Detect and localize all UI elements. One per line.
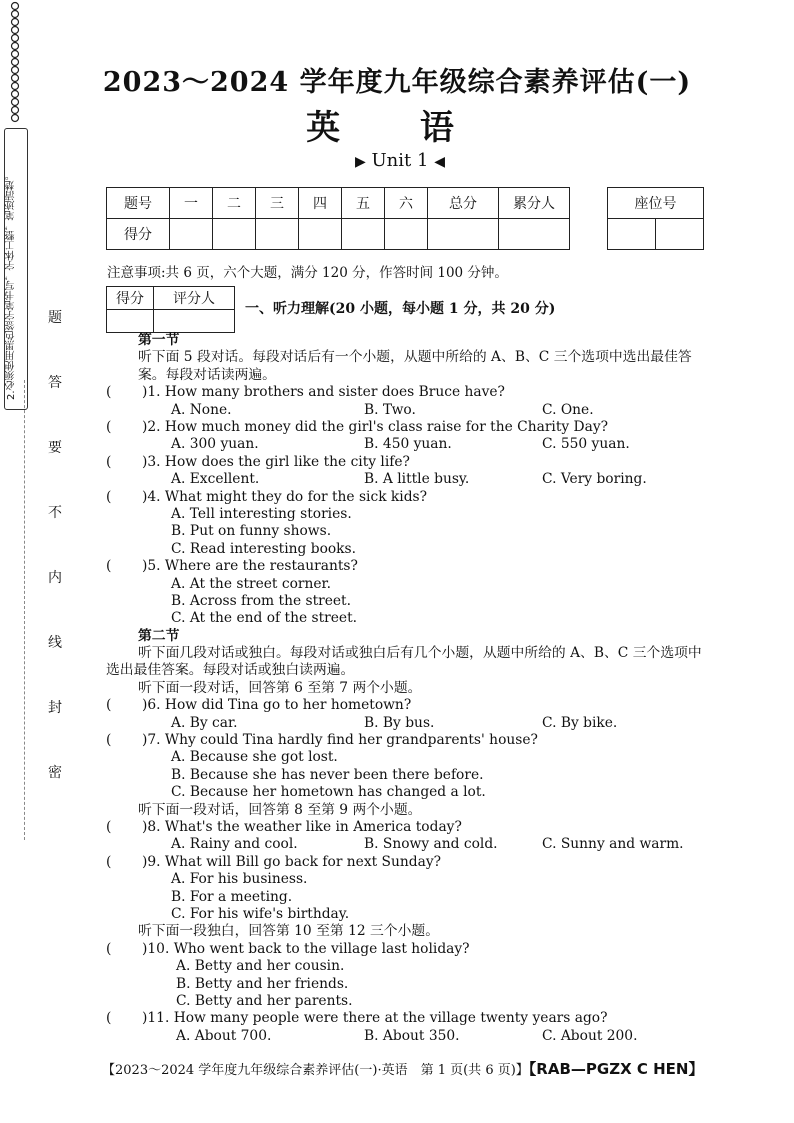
score-input-cell[interactable] — [170, 219, 213, 250]
option-a: A. None. — [171, 401, 232, 418]
score-input-cell[interactable] — [499, 219, 570, 250]
options-row — [106, 715, 711, 732]
question-text: )7. Why could Tina hardly find her grandparents' house? — [142, 732, 538, 749]
question-11 — [106, 1010, 711, 1027]
options-row — [106, 471, 711, 488]
score-table-score-row — [107, 219, 570, 250]
question-9 — [106, 854, 711, 871]
score-cell: 五 — [342, 188, 385, 219]
footer-text: 【2023～2024 学年度九年级综合素养评估(一)·英语 第 1 页(共 6 页)】 — [102, 1063, 529, 1078]
option-c: C. Sunny and warm. — [542, 836, 684, 853]
option-b: B. Because she has never been there before. — [171, 766, 484, 783]
option-b: B. About 350. — [364, 1027, 460, 1044]
seal-char-1: 题 — [48, 310, 62, 326]
option-a: A. Betty and her cousin. — [176, 958, 345, 975]
option-a: A. At the street corner. — [171, 575, 331, 592]
binding-dashed-line — [24, 380, 26, 840]
score-cell: 得分 — [107, 219, 170, 250]
options-row — [106, 1028, 711, 1045]
score-input-cell[interactable] — [256, 219, 299, 250]
score-cell: 累分人 — [499, 188, 570, 219]
seat-input-cell[interactable] — [656, 219, 704, 250]
grader-reviewer-label: 评分人 — [154, 287, 235, 310]
option-c: C. About 200. — [542, 1027, 638, 1044]
answer-blank[interactable]: ( — [106, 384, 112, 401]
question-text: )11. How many people were there at the village twenty years ago? — [142, 1010, 608, 1027]
score-table — [106, 187, 570, 250]
score-input-cell[interactable] — [385, 219, 428, 250]
question-4 — [106, 489, 711, 506]
subject-title: 英 语 — [306, 108, 488, 148]
question-5 — [106, 558, 711, 575]
instruction-note: 2.必须使用黑色签字笔书写，字体工整，笔迹清楚。 — [6, 170, 17, 400]
option-b: B. For a meeting. — [171, 888, 293, 905]
grader-input-cell[interactable] — [107, 310, 154, 333]
seat-table — [607, 187, 704, 250]
seal-char-4: 不 — [48, 505, 62, 521]
answer-blank[interactable]: ( — [106, 940, 112, 957]
score-cell: 六 — [385, 188, 428, 219]
listening-section — [106, 332, 711, 1045]
question-text: )1. How many brothers and sister does Bruce have? — [142, 384, 505, 401]
options-row — [106, 836, 711, 853]
question-1 — [106, 384, 711, 401]
seal-char-7: 封 — [48, 700, 62, 716]
lead-text: 听下面一段独白，回答第 10 至第 12 三个小题。 — [138, 923, 439, 940]
option-c: C. Very boring. — [542, 471, 647, 488]
answer-blank[interactable]: ( — [106, 819, 112, 835]
option-c: C. Betty and her parents. — [176, 992, 353, 1009]
question-10 — [106, 941, 711, 958]
option-b: B. By bus. — [364, 714, 435, 731]
grader-input-cell[interactable] — [154, 310, 235, 333]
answer-blank[interactable]: ( — [106, 488, 112, 505]
part2-instruction: 听下面几段对话或独白。每段对话或独白后有几个小题，从题中所给的 A、B、C 三个选项中选出最佳答案。每段对话或独白读两遍。 — [106, 645, 702, 679]
option-a: A. By car. — [171, 714, 238, 731]
option-a: A. Because she got lost. — [171, 749, 338, 766]
part2-title: 第二节 — [138, 627, 180, 644]
answer-blank[interactable]: ( — [106, 697, 112, 714]
option-b: B. Across from the street. — [171, 592, 351, 609]
score-cell: 一 — [170, 188, 213, 219]
seat-label: 座位号 — [608, 188, 704, 219]
score-cell: 题号 — [107, 188, 170, 219]
section-title: 一、听力理解(20 小题，每小题 1 分，共 20 分) — [245, 301, 556, 317]
option-b: B. Snowy and cold. — [364, 836, 498, 853]
grader-table — [106, 286, 235, 333]
seal-char-2: 答 — [48, 375, 62, 391]
score-input-cell[interactable] — [428, 219, 499, 250]
option-c: C. One. — [542, 401, 594, 418]
option-b: B. Betty and her friends. — [176, 975, 349, 992]
option-a: A. 300 yuan. — [171, 436, 259, 453]
question-text: )2. How much money did the girl's class raise for the Charity Day? — [142, 418, 609, 435]
option-b: B. Put on funny shows. — [171, 523, 332, 540]
option-c: C. For his wife's birthday. — [171, 905, 350, 922]
seal-char-6: 线 — [48, 635, 62, 651]
lead-text: 听下面一段对话，回答第 6 至第 7 两个小题。 — [138, 679, 422, 696]
score-cell: 四 — [299, 188, 342, 219]
left-triangle-icon: ◀ — [434, 154, 445, 170]
option-c: C. At the end of the street. — [171, 610, 357, 627]
unit-label — [355, 150, 445, 171]
lead-text: 听下面一段对话，回答第 8 至第 9 两个小题。 — [138, 801, 422, 818]
option-c: C. Because her hometown has changed a lot. — [171, 784, 486, 801]
question-text: )8. What's the weather like in America today? — [142, 819, 462, 835]
footer-code: 【RAB—PGZX C HEN】 — [528, 1060, 704, 1078]
answer-blank[interactable]: ( — [106, 453, 112, 470]
option-a: A. About 700. — [176, 1027, 272, 1044]
score-cell: 二 — [213, 188, 256, 219]
options-row — [106, 436, 711, 453]
question-3 — [106, 454, 711, 471]
options-row — [106, 402, 711, 419]
question-text: )5. Where are the restaurants? — [142, 558, 358, 575]
score-cell: 总分 — [428, 188, 499, 219]
seal-char-8: 密 — [48, 765, 62, 781]
option-a: A. Rainy and cool. — [171, 836, 298, 853]
answer-blank[interactable]: ( — [106, 418, 112, 435]
seal-char-3: 要 — [48, 440, 62, 456]
question-6 — [106, 697, 711, 714]
option-a: A. Tell interesting stories. — [171, 505, 352, 522]
answer-blank[interactable]: ( — [106, 853, 112, 870]
answer-blank[interactable]: ( — [106, 732, 112, 749]
score-input-cell[interactable] — [299, 219, 342, 250]
question-text: )9. What will Bill go back for next Sunday? — [142, 853, 442, 870]
notice-text: 注意事项:共 6 页，六个大题，满分 120 分，作答时间 100 分钟。 — [107, 265, 508, 281]
unit-text: Unit 1 — [371, 150, 429, 171]
answer-blank[interactable]: ( — [106, 1010, 112, 1027]
seal-char-5: 内 — [48, 570, 62, 586]
score-input-cell[interactable] — [213, 219, 256, 250]
question-7 — [106, 732, 711, 749]
option-c: C. 550 yuan. — [542, 436, 630, 453]
score-input-cell[interactable] — [342, 219, 385, 250]
question-text: )3. How does the girl like the city life? — [142, 453, 410, 470]
question-text: )4. What might they do for the sick kids? — [142, 488, 428, 505]
exam-title: 2023～2024 学年度九年级综合素养评估(一) — [102, 67, 692, 98]
score-table-header-row — [107, 188, 570, 219]
option-a: A. Excellent. — [171, 471, 260, 488]
option-b: B. Two. — [364, 401, 416, 418]
question-2 — [106, 419, 711, 436]
option-a: A. For his business. — [171, 871, 308, 888]
answer-blank[interactable]: ( — [106, 558, 112, 575]
seat-input-cell[interactable] — [608, 219, 656, 250]
part1-instruction: 听下面 5 段对话。每段对话后有一个小题，从题中所给的 A、B、C 三个选项中选出最佳答案。每段对话读两遍。 — [138, 349, 692, 383]
grader-score-label: 得分 — [107, 287, 154, 310]
page-footer — [102, 1058, 703, 1079]
score-cell: 三 — [256, 188, 299, 219]
right-triangle-icon: ▶ — [355, 154, 366, 170]
question-8 — [106, 819, 711, 836]
option-b: B. A little busy. — [364, 471, 470, 488]
option-b: B. 450 yuan. — [364, 436, 452, 453]
part1-title: 第一节 — [138, 332, 180, 348]
question-text: )6. How did Tina go to her hometown? — [142, 697, 412, 714]
question-text: )10. Who went back to the village last holiday? — [142, 940, 470, 957]
option-c: C. By bike. — [542, 714, 618, 731]
option-c: C. Read interesting books. — [171, 540, 357, 557]
